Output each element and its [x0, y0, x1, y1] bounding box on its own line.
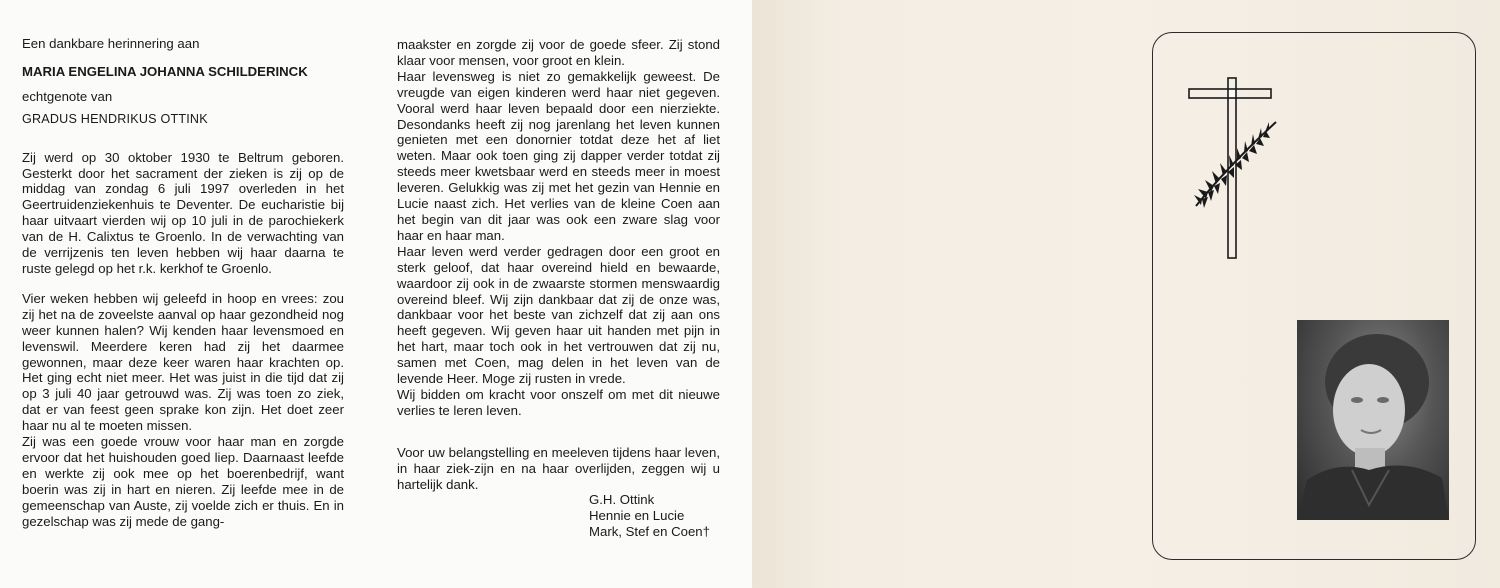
signature-line: G.H. Ottink	[589, 492, 655, 508]
intro-line: Een dankbare herinnering aan	[22, 36, 200, 51]
paragraph-3: Zij was een goede vrouw voor haar man en zorgde ervoor dat het huishouden goed liep. Daarnaast leefde en werkte zij ook mee op het boerenbedrijf, want boerin was zij in hart en nieren. Zij leefde mee in de gemeenschap van Auste, zij voelde zich er thuis. En in gezelschap was zij mede de gang-	[22, 434, 344, 529]
left-text-column	[22, 36, 344, 529]
right-text-column	[397, 37, 720, 540]
paragraph-1: Zij werd op 30 oktober 1930 te Beltrum geboren. Gesterkt door het sacrament der zieken is zij op de middag van zondag 6 juli 1997 overleden in het Geertruidenziekenhuis te Deventer. De eucharistie bij haar uitvaart vierden wij op 10 juli in de parochiekerk van de H. Calixtus te Groenlo. In de verwachting van de verrijzenis ten leven hebben wij haar daarna te ruste gelegd op het r.k. kerkhof te Groenlo.	[22, 149, 344, 276]
signatures	[589, 492, 720, 540]
signature-line: Mark, Stef en Coen†	[589, 524, 710, 540]
cross-with-palm-icon	[1180, 76, 1290, 266]
paragraph-2: Vier weken hebben wij geleefd in hoop en vrees: zou zij het na de zoveelste aanval op haar gezondheid nog weer kunnen halen? Wij kenden haar levensmoed en levenswil. Meerdere keren had zij het daarmee gewonnen, maar deze keer waren haar krachten op. Het ging echt niet meer. Het was juist in die tijd dat zij op 3 juli 40 jaar getrouwd was. Zij was toen zo ziek, dat er van feest geen sprake kon zijn. Het doet zeer haar nu al te moeten missen.	[22, 290, 344, 434]
paragraph-4: maakster en zorgde zij voor de goede sfeer. Zij stond klaar voor mensen, voor groot en klein.	[397, 37, 720, 68]
thanks-paragraph: Voor uw belangstelling en meeleven tijdens haar leven, in haar ziek-zijn en na haar overlijden, zeggen wij u hartelijk dank.	[397, 444, 720, 492]
paragraph-6: Haar leven werd verder gedragen door een groot en sterk geloof, dat haar overeind hield en bewaarde, waardoor zij ook in de zwaarste stormen menswaardig overeind bleef. Wij zijn dankbaar dat zij de onze was, dankbaar voor het beste van zichzelf dat zij aan ons heeft gegeven. Wij geven haar uit handen met pijn in het hart, maar toch ook in het vertrouwen dat zij nu, samen met Coen, mag delen in het leven van de levende Heer. Moge zij rusten in vrede.	[397, 243, 720, 387]
signature-line: Hennie en Lucie	[589, 508, 685, 524]
deceased-name: MARIA ENGELINA JOHANNA SCHILDERINCK	[22, 63, 308, 79]
portrait-photo	[1297, 320, 1449, 520]
husband-name: GRADUS HENDRIKUS OTTINK	[22, 111, 208, 126]
spouse-label: echtgenote van	[22, 88, 113, 104]
paragraph-7: Wij bidden om kracht voor onszelf om met dit nieuwe verlies te leren leven.	[397, 386, 720, 418]
paragraph-5: Haar levensweg is niet zo gemakkelijk geweest. De vreugde van eigen kinderen werd haar niet gegeven. Vooral werd haar leven bepaald door een nierziekte. Desondanks heeft zij nog jarenlang het leven kunnen genieten met een donornier totdat deze het af liet weten. Maar ook toen ging zij dapper verder totdat zij steeds meer kwetsbaar werd en steeds meer in moest leveren. Gelukkig was zij met het gezin van Hennie en Lucie naast zich. Het verlies van de kleine Coen aan het begin van dit jaar was ook een zware slag voor haar en haar man.	[397, 68, 720, 243]
